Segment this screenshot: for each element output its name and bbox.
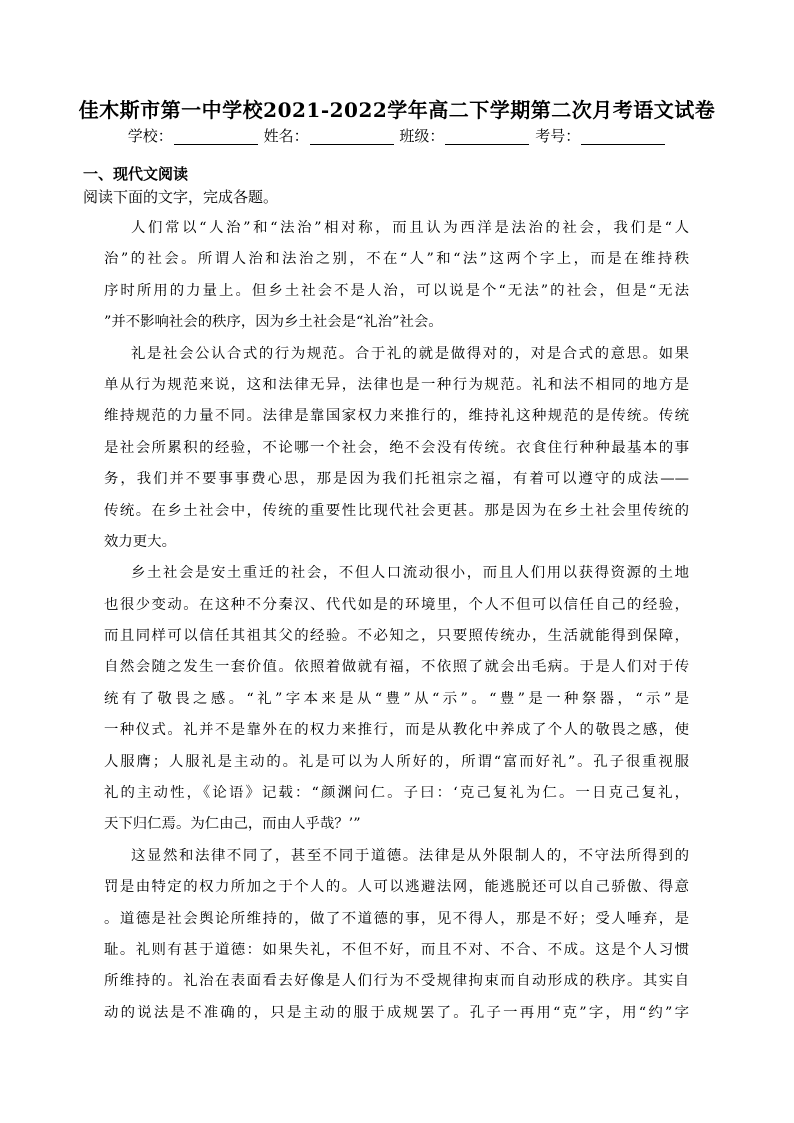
passage-line: 自然会随之发生一套价值。依照着做就有福，不依照了就会出毛病。于是人们对于传 [104, 659, 689, 676]
name-label: 姓名： [263, 127, 309, 145]
section-instruction: 阅读下面的文字，完成各题。 [83, 188, 279, 206]
name-blank[interactable] [310, 128, 394, 145]
passage-line: 而且同样可以信任其祖其父的经验。不必知之，只要照传统办，生活就能得到保障， [104, 628, 689, 645]
passage-line: 一种仪式。礼并不是靠外在的权力来推行，而是从教化中养成了个人的敬畏之感，使 [104, 722, 689, 739]
passage-line: 务，我们并不要事事费心思，那是因为我们托祖宗之福，有着可以遵守的成法—— [104, 471, 689, 488]
passage-line: 维持规范的力量不同。法律是靠国家权力来推行的，维持礼这种规范的是传统。传统 [104, 408, 689, 425]
section-heading: 一、现代文阅读 [83, 165, 189, 183]
school-blank[interactable] [174, 128, 258, 145]
passage-line: 这显然和法律不同了，甚至不同于道德。法律是从外限制人的，不守法所得到的 [131, 847, 689, 864]
passage-line: 人服膺；人服礼是主动的。礼是可以为人所好的，所谓“富而好礼”。孔子很重视服 [104, 753, 689, 770]
school-label: 学校： [127, 127, 173, 145]
class-label: 班级： [399, 127, 445, 145]
exam-title: 佳木斯市第一中学校2021-2022学年高二下学期第二次月考语文试卷 [78, 98, 716, 122]
exam-number-blank[interactable] [581, 128, 665, 145]
student-info-line [0, 124, 794, 148]
passage-line: 传统。在乡土社会中，传统的重要性比现代社会更甚。那是因为在乡土社会里传统的 [104, 502, 689, 519]
passage-line: 人们常以“人治”和“法治”相对称，而且认为西洋是法治的社会，我们是“人 [131, 220, 689, 236]
passage-line: 序时所用的力量上。但乡土社会不是人治，可以说是个“无法”的社会，但是“无法 [104, 282, 689, 299]
passage-line: 所维持的。礼治在表面看去好像是人们行为不受规律拘束而自动形成的秩序。其实自 [104, 973, 689, 990]
passage-line: 单从行为规范来说，这和法律无异，法律也是一种行为规范。礼和法不相同的地方是 [104, 376, 689, 393]
passage-line: 是社会所累积的经验，不论哪一个社会，绝不会没有传统。衣食住行种种最基本的事 [104, 439, 689, 456]
passage-line: 动的说法是不准确的，只是主动的服于成规罢了。孔子一再用“克”字，用“约”字 [104, 1004, 689, 1021]
passage-line: 。道德是社会舆论所维持的，做了不道德的事，见不得人，那是不好；受人唾弃，是 [104, 910, 689, 927]
passage-line: 治”的社会。所谓人治和法治之别，不在“人”和“法”这两个字上，而是在维持秩 [104, 251, 689, 268]
passage-line: 统有了敬畏之感。“礼”字本来是从“豊”从“示”。“豊”是一种祭器，“示”是 [104, 690, 689, 707]
passage-line: 效力更大。 [104, 533, 176, 550]
passage-line: 也很少变动。在这种不分秦汉、代代如是的环境里，个人不但可以信任自己的经验， [104, 596, 689, 613]
reading-passage [104, 213, 689, 1029]
passage-line: 天下归仁焉。为仁由己，而由人乎哉？’” [104, 816, 361, 833]
exam-number-label: 考号： [535, 127, 581, 145]
passage-line: 罚是由特定的权力所加之于个人的。人可以逃避法网，能逃脱还可以自己骄傲、得意 [104, 879, 689, 896]
passage-line: 乡土社会是安土重迁的社会，不但人口流动很小，而且人们用以获得资源的土地 [131, 565, 689, 582]
passage-line: 礼是社会公认合式的行为规范。合于礼的就是做得对的，对是合式的意思。如果 [131, 345, 689, 362]
passage-line: ”并不影响社会的秩序，因为乡土社会是“礼治”社会。 [104, 314, 443, 331]
passage-line: 耻。礼则有甚于道德：如果失礼，不但不好，而且不对、不合、不成。这是个人习惯 [104, 941, 689, 958]
class-blank[interactable] [445, 128, 529, 145]
passage-line: 礼的主动性，《论语》记载：“颜渊问仁。子曰：‘克己复礼为仁。一日克己复礼， [104, 785, 689, 802]
